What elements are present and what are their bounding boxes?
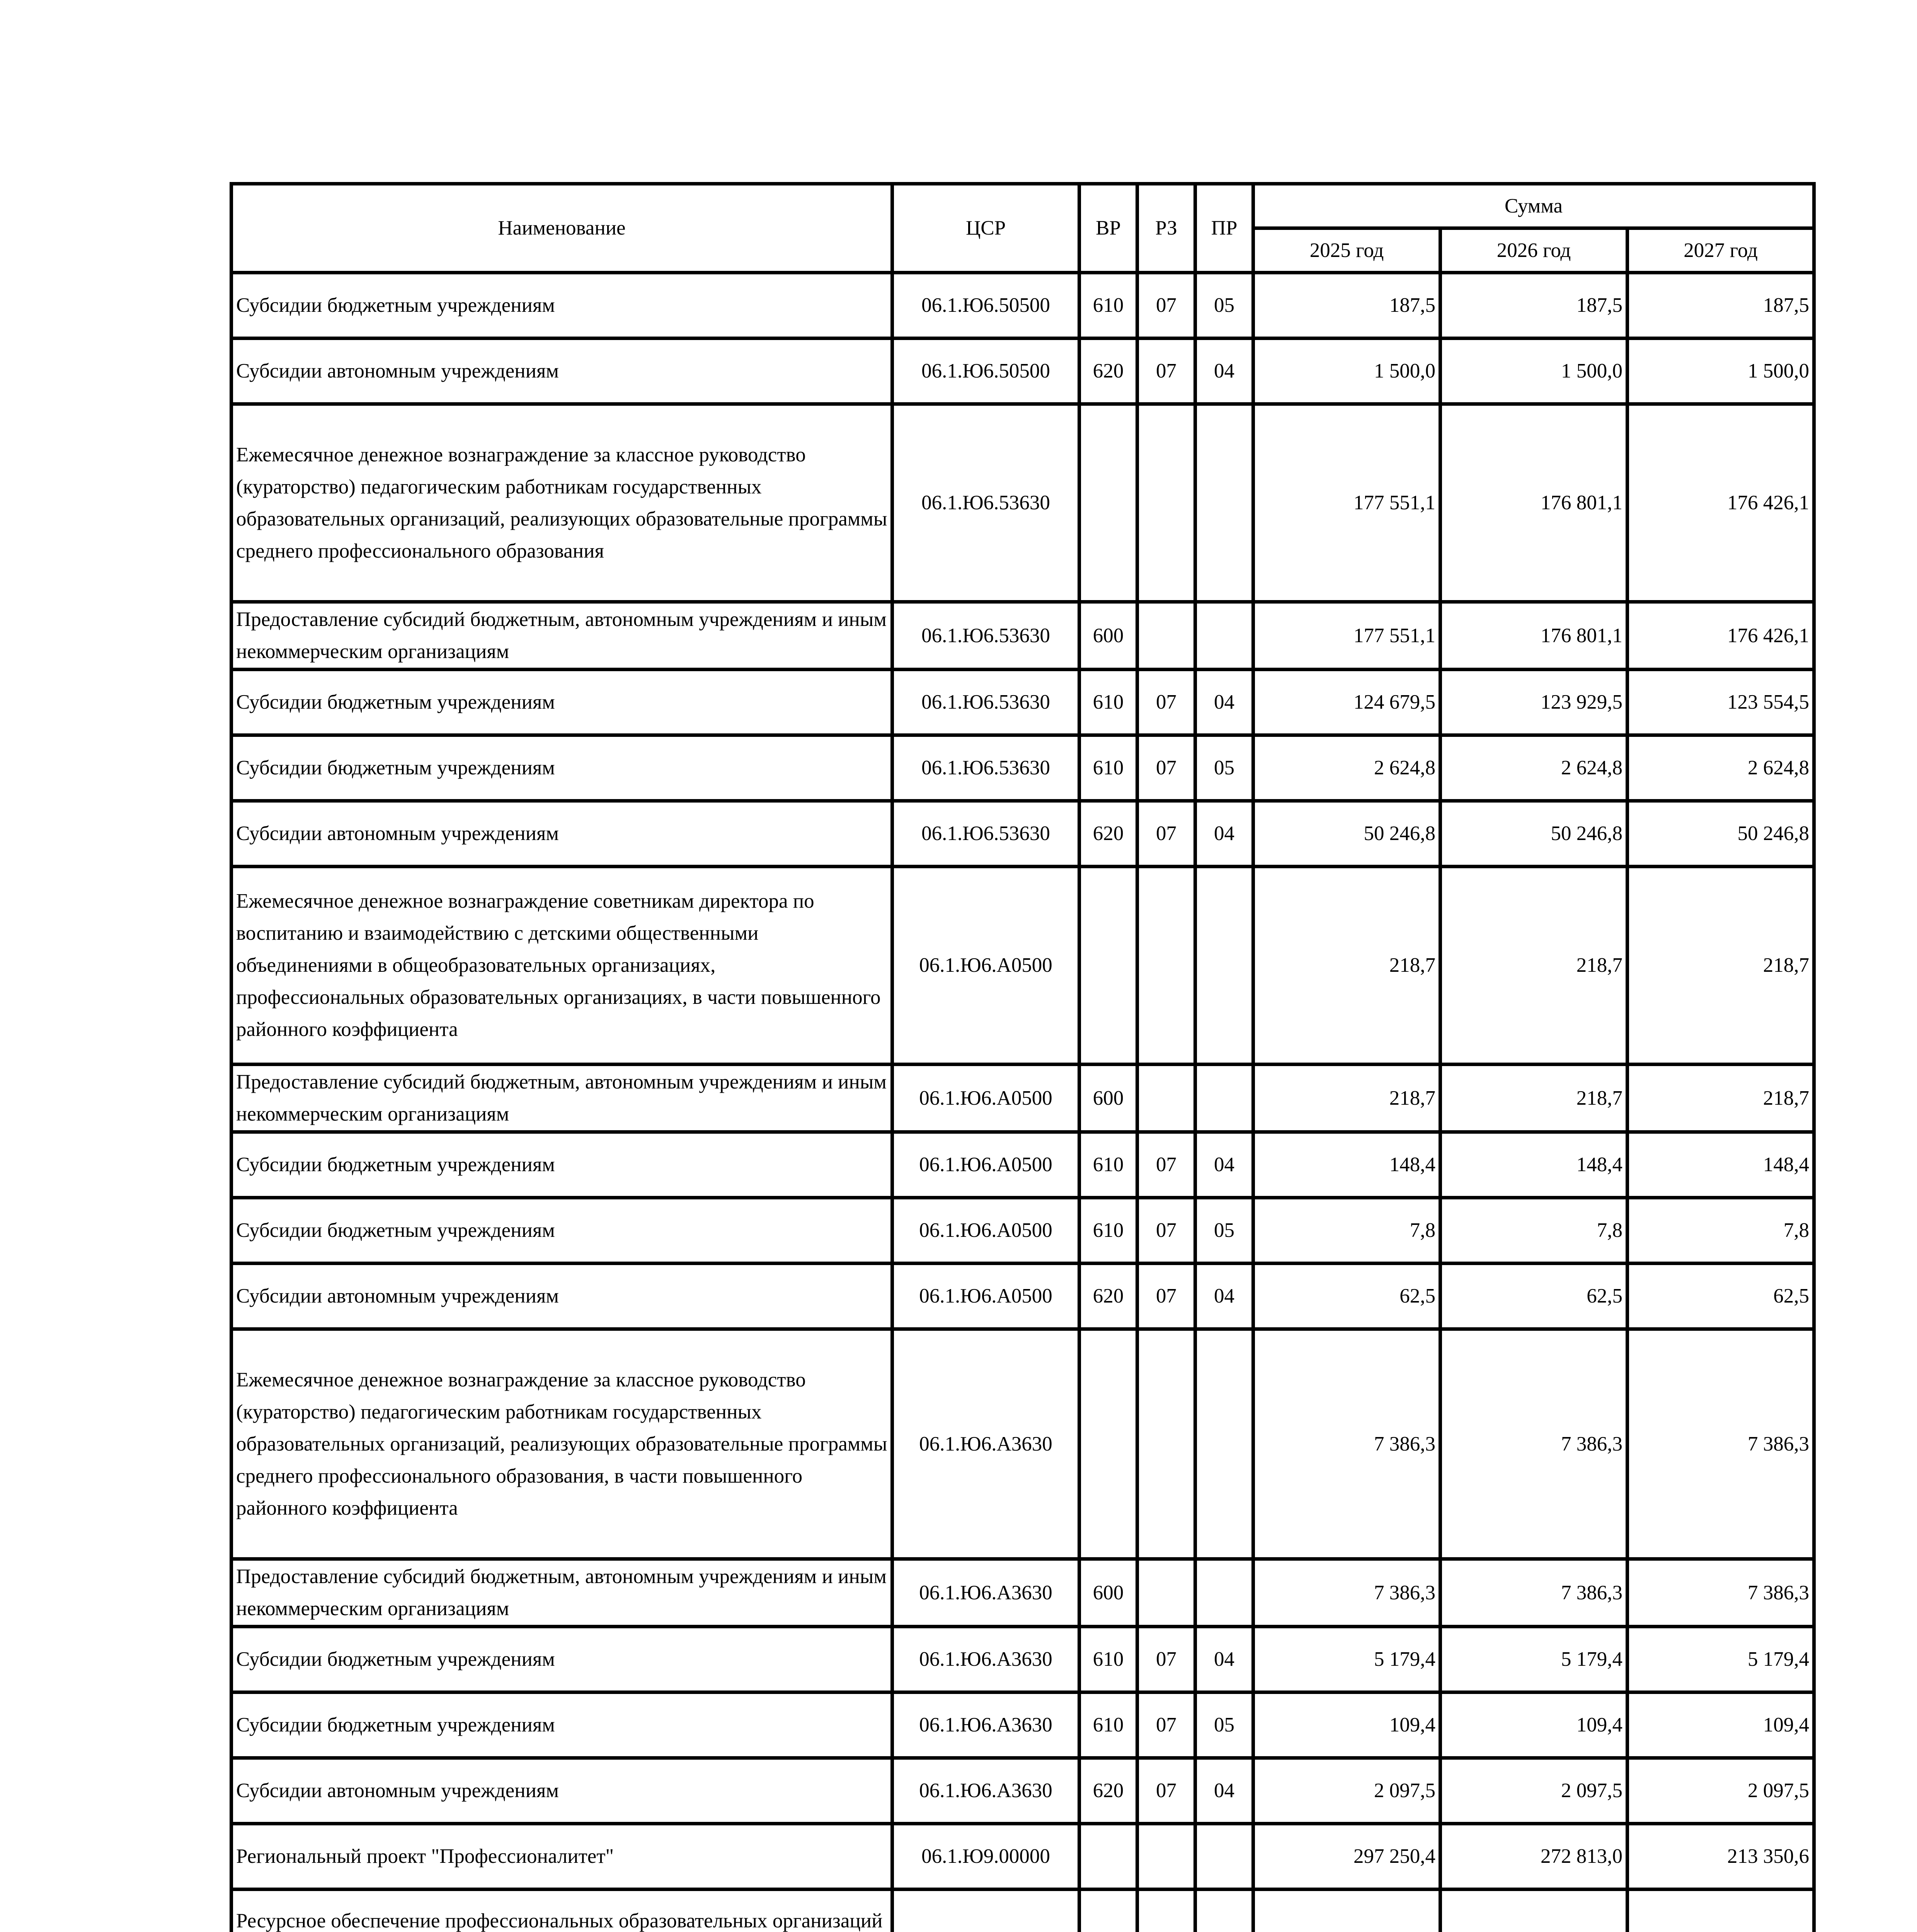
cell-sum-2027: 7 386,3 <box>1628 1559 1814 1627</box>
cell-name: Предоставление субсидий бюджетным, автономным учреждениям и иным некоммерческим организациям <box>232 602 892 670</box>
cell-csr: 06.1.Ю6.А3630 <box>892 1559 1079 1627</box>
budget-table <box>230 182 1816 1932</box>
cell-name: Субсидии автономным учреждениям <box>232 338 892 404</box>
cell-sum-2025: 5 179,4 <box>1253 1627 1440 1692</box>
cell-pr: 05 <box>1195 735 1253 801</box>
cell-sum-2026: 50 246,8 <box>1440 801 1628 867</box>
cell-csr: 06.1.Ю6.А0500 <box>892 1065 1079 1132</box>
table-header <box>232 184 1814 273</box>
cell-rz: 07 <box>1137 670 1195 735</box>
cell-name: Субсидии бюджетным учреждениям <box>232 735 892 801</box>
cell-csr: 06.1.Ю6.А0500 <box>892 1198 1079 1264</box>
cell-pr: 04 <box>1195 1627 1253 1692</box>
table-row <box>232 801 1814 867</box>
header-2025: 2025 год <box>1253 228 1440 273</box>
cell-sum-2027: 218,7 <box>1628 867 1814 1065</box>
cell-rz: 07 <box>1137 1627 1195 1692</box>
cell-sum-2027: 1 500,0 <box>1628 338 1814 404</box>
cell-vr <box>1079 1329 1137 1559</box>
cell-csr: 06.1.Ю9.00000 <box>892 1824 1079 1889</box>
cell-vr: 620 <box>1079 1264 1137 1329</box>
cell-vr: 610 <box>1079 670 1137 735</box>
cell-sum-2025: 109,4 <box>1253 1692 1440 1758</box>
cell-vr: 610 <box>1079 1132 1137 1198</box>
cell-csr: 06.1.Ю6.53630 <box>892 801 1079 867</box>
cell-sum-2027: 176 426,1 <box>1628 404 1814 602</box>
header-vr: ВР <box>1079 184 1137 273</box>
cell-name: Региональный проект "Профессионалитет" <box>232 1824 892 1889</box>
cell-pr: 05 <box>1195 1198 1253 1264</box>
table-row <box>232 1065 1814 1132</box>
cell-sum-2027: 148,4 <box>1628 1132 1814 1198</box>
cell-rz <box>1137 602 1195 670</box>
cell-rz <box>1137 867 1195 1065</box>
cell-sum-2027: 176 426,1 <box>1628 602 1814 670</box>
cell-name: Ежемесячное денежное вознаграждение советникам директора по воспитанию и взаимодействию с детскими общественными объединениями в общеобразовательных организациях, профессиональных образовательных организациях, в части повышенного районного коэффициента <box>232 867 892 1065</box>
cell-sum-2026: 187,5 <box>1440 273 1628 338</box>
header-csr: ЦСР <box>892 184 1079 273</box>
cell-pr: 05 <box>1195 1692 1253 1758</box>
cell-csr: 06.1.Ю6.53630 <box>892 404 1079 602</box>
table-row <box>232 1198 1814 1264</box>
cell-name: Субсидии автономным учреждениям <box>232 801 892 867</box>
cell-rz: 07 <box>1137 801 1195 867</box>
cell-sum-2026: 272 813,0 <box>1440 1824 1628 1889</box>
cell-pr: 04 <box>1195 670 1253 735</box>
header-name: Наименование <box>232 184 892 273</box>
cell-sum-2025: 177 551,1 <box>1253 602 1440 670</box>
cell-vr <box>1079 404 1137 602</box>
table-row <box>232 735 1814 801</box>
cell-sum-2026: 62,5 <box>1440 1264 1628 1329</box>
cell-name: Субсидии автономным учреждениям <box>232 1758 892 1824</box>
cell-rz: 07 <box>1137 273 1195 338</box>
table-row <box>232 1559 1814 1627</box>
table-row <box>232 1627 1814 1692</box>
cell-sum-2026: 1 500,0 <box>1440 338 1628 404</box>
cell-vr: 610 <box>1079 1692 1137 1758</box>
cell-csr: 06.1.Ю6.53630 <box>892 602 1079 670</box>
cell-sum-2026: 7 386,3 <box>1440 1559 1628 1627</box>
table-row <box>232 1692 1814 1758</box>
cell-rz: 07 <box>1137 1132 1195 1198</box>
cell-rz: 07 <box>1137 1264 1195 1329</box>
cell-rz <box>1137 1824 1195 1889</box>
cell-sum-2025: 148,4 <box>1253 1132 1440 1198</box>
cell-sum-2027: 218,7 <box>1628 1065 1814 1132</box>
cell-pr: 04 <box>1195 338 1253 404</box>
table-row <box>232 867 1814 1065</box>
cell-vr: 610 <box>1079 1198 1137 1264</box>
cell-pr <box>1195 602 1253 670</box>
cell-sum-2025: 218,7 <box>1253 1065 1440 1132</box>
table-row <box>232 1329 1814 1559</box>
cell-vr: 620 <box>1079 1758 1137 1824</box>
cell-name: Предоставление субсидий бюджетным, автономным учреждениям и иным некоммерческим организациям <box>232 1065 892 1132</box>
cell-vr: 610 <box>1079 273 1137 338</box>
cell-rz <box>1137 1559 1195 1627</box>
header-sum: Сумма <box>1253 184 1814 228</box>
cell-sum-2027: 7,8 <box>1628 1198 1814 1264</box>
table-body <box>232 273 1814 1932</box>
cell-sum-2025: 177 551,1 <box>1253 404 1440 602</box>
cell-name: Ежемесячное денежное вознаграждение за классное руководство (кураторство) педагогическим работникам государственных образовательных организаций, реализующих образовательные программы среднего профессионального образования, в части повышенного районного коэффициента <box>232 1329 892 1559</box>
cell-sum-2025 <box>1253 1889 1440 1932</box>
cell-sum-2026: 2 097,5 <box>1440 1758 1628 1824</box>
cell-sum-2025: 218,7 <box>1253 867 1440 1065</box>
cell-csr <box>892 1889 1079 1932</box>
cell-pr: 04 <box>1195 801 1253 867</box>
cell-name: Субсидии бюджетным учреждениям <box>232 1132 892 1198</box>
table-row <box>232 273 1814 338</box>
cell-csr: 06.1.Ю6.А3630 <box>892 1758 1079 1824</box>
cell-sum-2026: 123 929,5 <box>1440 670 1628 735</box>
table-row <box>232 1889 1814 1932</box>
cell-vr: 610 <box>1079 735 1137 801</box>
cell-sum-2026: 176 801,1 <box>1440 602 1628 670</box>
cell-sum-2026 <box>1440 1889 1628 1932</box>
header-2026: 2026 год <box>1440 228 1628 273</box>
cell-pr <box>1195 1889 1253 1932</box>
cell-sum-2025: 297 250,4 <box>1253 1824 1440 1889</box>
cell-sum-2027: 2 097,5 <box>1628 1758 1814 1824</box>
cell-csr: 06.1.Ю6.А0500 <box>892 1132 1079 1198</box>
cell-sum-2027: 109,4 <box>1628 1692 1814 1758</box>
table-row <box>232 670 1814 735</box>
cell-vr: 620 <box>1079 801 1137 867</box>
cell-sum-2027: 50 246,8 <box>1628 801 1814 867</box>
cell-sum-2025: 187,5 <box>1253 273 1440 338</box>
cell-name: Субсидии бюджетным учреждениям <box>232 670 892 735</box>
cell-csr: 06.1.Ю6.А0500 <box>892 867 1079 1065</box>
header-pr: ПР <box>1195 184 1253 273</box>
cell-sum-2025: 7 386,3 <box>1253 1329 1440 1559</box>
cell-sum-2027: 62,5 <box>1628 1264 1814 1329</box>
cell-sum-2026: 148,4 <box>1440 1132 1628 1198</box>
cell-rz: 07 <box>1137 1692 1195 1758</box>
cell-pr <box>1195 1329 1253 1559</box>
cell-rz <box>1137 1065 1195 1132</box>
cell-sum-2027: 187,5 <box>1628 273 1814 338</box>
cell-rz <box>1137 1329 1195 1559</box>
cell-pr <box>1195 1559 1253 1627</box>
cell-sum-2026: 7,8 <box>1440 1198 1628 1264</box>
cell-name: Субсидии автономным учреждениям <box>232 1264 892 1329</box>
cell-sum-2027: 7 386,3 <box>1628 1329 1814 1559</box>
cell-sum-2025: 124 679,5 <box>1253 670 1440 735</box>
cell-name: Субсидии бюджетным учреждениям <box>232 273 892 338</box>
header-2027: 2027 год <box>1628 228 1814 273</box>
cell-pr: 04 <box>1195 1758 1253 1824</box>
cell-rz <box>1137 1889 1195 1932</box>
cell-pr <box>1195 1824 1253 1889</box>
cell-vr: 600 <box>1079 1559 1137 1627</box>
cell-sum-2025: 50 246,8 <box>1253 801 1440 867</box>
cell-csr: 06.1.Ю6.А0500 <box>892 1264 1079 1329</box>
cell-sum-2027: 5 179,4 <box>1628 1627 1814 1692</box>
cell-rz: 07 <box>1137 735 1195 801</box>
cell-name: Предоставление субсидий бюджетным, автономным учреждениям и иным некоммерческим организациям <box>232 1559 892 1627</box>
cell-sum-2027: 123 554,5 <box>1628 670 1814 735</box>
cell-name: Ежемесячное денежное вознаграждение за классное руководство (кураторство) педагогическим работникам государственных образовательных организаций, реализующих образовательные программы среднего профессионального образования <box>232 404 892 602</box>
cell-sum-2025: 2 097,5 <box>1253 1758 1440 1824</box>
cell-sum-2025: 1 500,0 <box>1253 338 1440 404</box>
cell-csr: 06.1.Ю6.53630 <box>892 735 1079 801</box>
cell-vr <box>1079 1824 1137 1889</box>
cell-sum-2025: 2 624,8 <box>1253 735 1440 801</box>
cell-pr <box>1195 1065 1253 1132</box>
cell-pr: 04 <box>1195 1264 1253 1329</box>
cell-vr: 620 <box>1079 338 1137 404</box>
cell-sum-2026: 2 624,8 <box>1440 735 1628 801</box>
cell-rz <box>1137 404 1195 602</box>
cell-pr: 04 <box>1195 1132 1253 1198</box>
table-row <box>232 1132 1814 1198</box>
table-row <box>232 1824 1814 1889</box>
cell-sum-2026: 109,4 <box>1440 1692 1628 1758</box>
table-row <box>232 1264 1814 1329</box>
cell-name: Субсидии бюджетным учреждениям <box>232 1627 892 1692</box>
cell-rz: 07 <box>1137 338 1195 404</box>
cell-vr: 610 <box>1079 1627 1137 1692</box>
cell-csr: 06.1.Ю6.А3630 <box>892 1627 1079 1692</box>
cell-rz: 07 <box>1137 1198 1195 1264</box>
cell-sum-2026: 176 801,1 <box>1440 404 1628 602</box>
cell-name: Ресурсное обеспечение профессиональных образовательных организаций <box>232 1889 892 1932</box>
cell-sum-2026: 5 179,4 <box>1440 1627 1628 1692</box>
cell-csr: 06.1.Ю6.50500 <box>892 338 1079 404</box>
cell-vr <box>1079 867 1137 1065</box>
cell-sum-2026: 218,7 <box>1440 867 1628 1065</box>
cell-pr <box>1195 867 1253 1065</box>
cell-name: Субсидии бюджетным учреждениям <box>232 1692 892 1758</box>
table-row <box>232 1758 1814 1824</box>
cell-sum-2027: 213 350,6 <box>1628 1824 1814 1889</box>
cell-pr <box>1195 404 1253 602</box>
cell-vr: 600 <box>1079 602 1137 670</box>
header-rz: РЗ <box>1137 184 1195 273</box>
cell-sum-2025: 7 386,3 <box>1253 1559 1440 1627</box>
cell-name: Субсидии бюджетным учреждениям <box>232 1198 892 1264</box>
cell-pr: 05 <box>1195 273 1253 338</box>
cell-sum-2027 <box>1628 1889 1814 1932</box>
cell-sum-2025: 62,5 <box>1253 1264 1440 1329</box>
cell-sum-2025: 7,8 <box>1253 1198 1440 1264</box>
cell-csr: 06.1.Ю6.А3630 <box>892 1329 1079 1559</box>
cell-sum-2026: 7 386,3 <box>1440 1329 1628 1559</box>
cell-csr: 06.1.Ю6.50500 <box>892 273 1079 338</box>
table-row <box>232 602 1814 670</box>
cell-sum-2027: 2 624,8 <box>1628 735 1814 801</box>
cell-csr: 06.1.Ю6.А3630 <box>892 1692 1079 1758</box>
cell-vr <box>1079 1889 1137 1932</box>
cell-rz: 07 <box>1137 1758 1195 1824</box>
table-row <box>232 404 1814 602</box>
cell-csr: 06.1.Ю6.53630 <box>892 670 1079 735</box>
cell-vr: 600 <box>1079 1065 1137 1132</box>
table-row <box>232 338 1814 404</box>
cell-sum-2026: 218,7 <box>1440 1065 1628 1132</box>
